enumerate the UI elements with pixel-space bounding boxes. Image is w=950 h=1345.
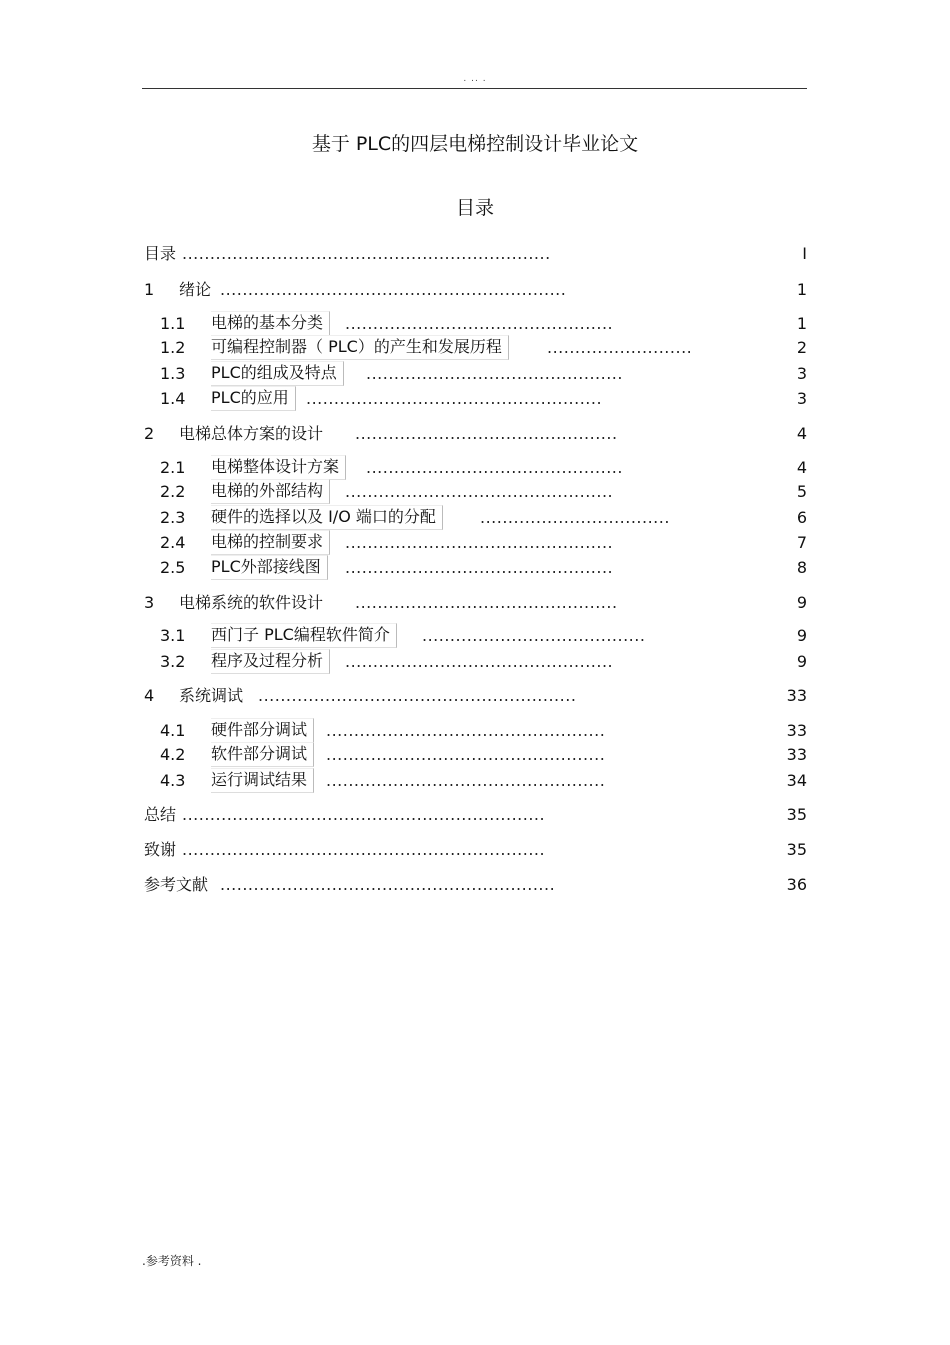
toc-page-number: 35 (786, 840, 807, 859)
toc-page-number: I (802, 244, 807, 263)
toc-entry[interactable] (142, 313, 807, 335)
toc-entry-label: 电梯的基本分类 (211, 311, 330, 336)
toc-leader-dots: .......................... (547, 338, 693, 357)
toc-leader-dots: ......................................................... (258, 686, 577, 705)
toc-entry-label: PLC的应用 (211, 386, 296, 411)
toc-page-number: 3 (796, 389, 807, 408)
toc-entry-label: 可编程控制器（ PLC）的产生和发展历程 (211, 335, 509, 360)
toc-leader-dots: .................................................. (326, 721, 606, 740)
toc-entry[interactable] (142, 388, 807, 410)
toc-entry[interactable] (142, 457, 807, 479)
toc-leader-dots: ................................................ (345, 558, 614, 577)
toc-entry-number: 1.4 (160, 389, 186, 408)
toc-leader-dots: ............................................... (355, 593, 618, 612)
toc-page-number: 35 (786, 805, 807, 824)
toc-leader-dots: .............................................................. (220, 280, 567, 299)
toc-entry[interactable] (142, 532, 807, 554)
toc-page-number: 4 (796, 458, 807, 477)
toc-leader-dots: ........................................ (422, 626, 646, 645)
toc-entry-label: 运行调试结果 (211, 768, 314, 793)
toc-leader-dots: .................................................. (326, 745, 606, 764)
toc-entry-label: 硬件的选择以及 I/O 端口的分配 (211, 505, 443, 530)
toc-leader-dots: .................................................. (326, 771, 606, 790)
header-rule (142, 88, 807, 89)
toc-entry-label: 目录 (144, 244, 177, 263)
toc-entry-number: 2.1 (160, 458, 186, 477)
toc-page-number: 2 (796, 338, 807, 357)
toc-leader-dots: ............................................................ (220, 875, 556, 894)
toc-page-number: 34 (786, 771, 807, 790)
toc-entry-number: 1.1 (160, 314, 186, 333)
toc-entry-number: 2.4 (160, 533, 186, 552)
toc-entry-label: 电梯总体方案的设计 (179, 424, 324, 443)
toc-page-number: 1 (796, 314, 807, 333)
toc-entry-number: 2.3 (160, 508, 186, 527)
toc-entry-number: 4.2 (160, 745, 186, 764)
toc-leader-dots: ................................................ (345, 652, 614, 671)
toc-entry-label: 西门子 PLC编程软件简介 (211, 623, 397, 648)
toc-entry-label: 程序及过程分析 (211, 649, 330, 674)
toc-entry-label: 参考文献 (144, 875, 209, 894)
toc-leader-dots: ................................................ (345, 314, 614, 333)
toc-entry[interactable] (142, 651, 807, 673)
toc-entry[interactable] (142, 770, 807, 792)
toc-entry[interactable] (142, 507, 807, 529)
toc-entry[interactable] (142, 557, 807, 579)
toc-entry[interactable] (142, 720, 807, 742)
toc-page-number: 33 (786, 745, 807, 764)
toc-entry[interactable] (142, 337, 807, 359)
toc-entry-number: 4.3 (160, 771, 186, 790)
toc-entry[interactable] (142, 592, 807, 614)
toc-entry-label: PLC外部接线图 (211, 555, 328, 580)
toc-page-number: 3 (796, 364, 807, 383)
toc-page-number: 9 (796, 593, 807, 612)
document-title: 基于 PLC的四层电梯控制设计毕业论文 (311, 133, 639, 155)
toc-entry-number: 1 (144, 280, 155, 299)
toc-page-number: 7 (796, 533, 807, 552)
toc-heading: 目录 (455, 197, 494, 219)
toc-leader-dots: .................................................................. (182, 244, 551, 263)
toc-entry[interactable] (142, 804, 807, 826)
toc-entry-label: 电梯系统的软件设计 (179, 593, 324, 612)
toc-page-number: 4 (796, 424, 807, 443)
toc-page-number: 1 (796, 280, 807, 299)
toc-entry[interactable] (142, 243, 807, 265)
toc-leader-dots: .................................. (480, 508, 670, 527)
toc-entry[interactable] (142, 625, 807, 647)
toc-entry-number: 2 (144, 424, 155, 443)
toc-leader-dots: ................................................ (345, 482, 614, 501)
toc-leader-dots: ..................................................... (306, 389, 603, 408)
toc-page-number: 9 (796, 652, 807, 671)
header-mark: . .. . (463, 74, 487, 84)
toc-entry[interactable] (142, 279, 807, 301)
toc-entry-number: 3.1 (160, 626, 186, 645)
toc-entry[interactable] (142, 363, 807, 385)
toc-entry-label: 总结 (144, 805, 177, 824)
toc-leader-dots: ................................................................. (182, 840, 546, 859)
toc-entry-label: 软件部分调试 (211, 742, 314, 767)
toc-entry-label: 致谢 (144, 840, 177, 859)
toc-entry-number: 4 (144, 686, 155, 705)
toc-leader-dots: ................................................................. (182, 805, 546, 824)
toc-leader-dots: ............................................... (355, 424, 618, 443)
toc-entry-number: 1.2 (160, 338, 186, 357)
toc-entry-number: 1.3 (160, 364, 186, 383)
toc-page-number: 8 (796, 558, 807, 577)
toc-entry-number: 2.2 (160, 482, 186, 501)
toc-entry-number: 4.1 (160, 721, 186, 740)
toc-entry-label: 电梯的外部结构 (211, 479, 330, 504)
toc-entry-label: PLC的组成及特点 (211, 361, 344, 386)
toc-entry[interactable] (142, 481, 807, 503)
toc-leader-dots: .............................................. (366, 364, 623, 383)
toc-page-number: 33 (786, 686, 807, 705)
toc-entry-label: 绪论 (179, 280, 212, 299)
toc-entry[interactable] (142, 744, 807, 766)
toc-entry-label: 硬件部分调试 (211, 718, 314, 743)
toc-page-number: 9 (796, 626, 807, 645)
toc-entry[interactable] (142, 839, 807, 861)
toc-entry-label: 系统调试 (179, 686, 244, 705)
toc-entry[interactable] (142, 423, 807, 445)
toc-entry[interactable] (142, 685, 807, 707)
toc-page-number: 6 (796, 508, 807, 527)
toc-page-number: 33 (786, 721, 807, 740)
toc-entry-number: 3 (144, 593, 155, 612)
footer-text: .参考资料 . (142, 1254, 202, 1268)
toc-leader-dots: ................................................ (345, 533, 614, 552)
toc-entry-number: 3.2 (160, 652, 186, 671)
toc-leader-dots: .............................................. (366, 458, 623, 477)
toc-entry[interactable] (142, 874, 807, 896)
toc-entry-label: 电梯的控制要求 (211, 530, 330, 555)
toc-page-number: 36 (786, 875, 807, 894)
toc-entry-number: 2.5 (160, 558, 186, 577)
toc-page-number: 5 (796, 482, 807, 501)
toc-entry-label: 电梯整体设计方案 (211, 455, 346, 480)
